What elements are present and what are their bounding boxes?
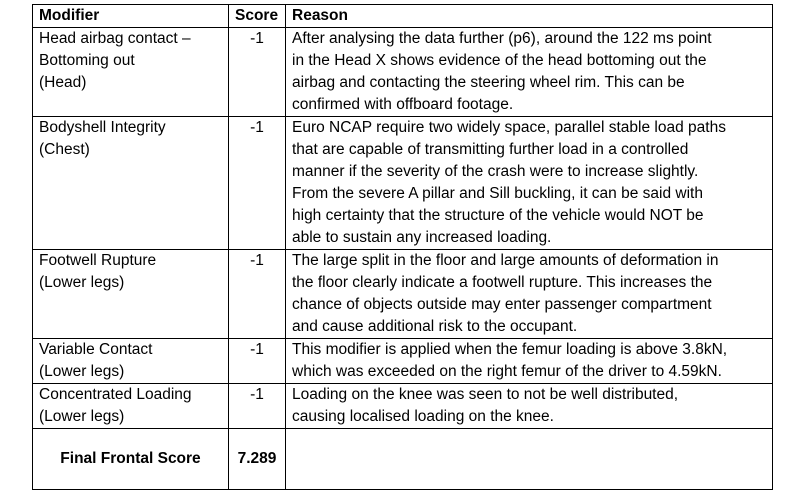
header-row	[33, 5, 773, 28]
score-cell: -1	[229, 117, 286, 250]
modifiers-table	[32, 4, 773, 490]
reason-line: The large split in the floor and large amounts of deformation in	[292, 252, 719, 269]
modifier-line: Bottoming out	[39, 52, 135, 69]
modifier-line: (Lower legs)	[39, 408, 125, 425]
reason-line: which was exceeded on the right femur of the driver to 4.59kN.	[292, 363, 722, 380]
modifier-line: Variable Contact	[39, 341, 153, 358]
reason-line: Euro NCAP require two widely space, parallel stable load paths	[292, 119, 726, 136]
modifier-cell	[33, 250, 229, 339]
reason-cell	[286, 28, 773, 117]
reason-line: the floor clearly indicate a footwell rupture. This increases the	[292, 274, 713, 291]
modifier-line: Concentrated Loading	[39, 386, 192, 403]
modifier-cell	[33, 339, 229, 384]
score-cell: -1	[229, 28, 286, 117]
reason-line: high certainty that the structure of the vehicle would NOT be	[292, 207, 704, 224]
modifier-cell	[33, 117, 229, 250]
modifier-line: Bodyshell Integrity	[39, 119, 166, 136]
modifier-line: Footwell Rupture	[39, 252, 157, 269]
modifier-cell	[33, 28, 229, 117]
reason-cell	[286, 339, 773, 384]
reason-line: Loading on the knee was seen to not be well distributed,	[292, 386, 679, 403]
final-score-row	[33, 429, 773, 490]
table-row	[33, 28, 773, 117]
final-reason-cell	[286, 429, 773, 490]
reason-cell	[286, 384, 773, 429]
table-row	[33, 117, 773, 250]
reason-line: in the Head X shows evidence of the head bottoming out the	[292, 52, 707, 69]
score-cell: -1	[229, 339, 286, 384]
reason-line: From the severe A pillar and Sill buckling, it can be said with	[292, 185, 703, 202]
score-header: Score	[229, 5, 286, 28]
reason-line: that are capable of transmitting further load in a controlled	[292, 141, 689, 158]
modifier-line: (Lower legs)	[39, 363, 125, 380]
reason-line: causing localised loading on the knee.	[292, 408, 554, 425]
reason-line: After analysing the data further (p6), around the 122 ms point	[292, 30, 712, 47]
final-score-label: Final Frontal Score	[33, 429, 229, 490]
modifier-line: (Lower legs)	[39, 274, 125, 291]
reason-line: airbag and contacting the steering wheel rim. This can be	[292, 74, 685, 91]
modifier-cell	[33, 384, 229, 429]
reason-cell	[286, 117, 773, 250]
reason-line: This modifier is applied when the femur loading is above 3.8kN,	[292, 341, 728, 358]
reason-cell	[286, 250, 773, 339]
reason-line: manner if the severity of the crash were to increase slightly.	[292, 163, 699, 180]
final-score-value: 7.289	[229, 429, 286, 490]
modifier-line: (Head)	[39, 74, 87, 91]
reason-line: able to sustain any increased loading.	[292, 229, 552, 246]
modifier-header: Modifier	[33, 5, 229, 28]
table-row	[33, 250, 773, 339]
modifier-line: Head airbag contact –	[39, 30, 191, 47]
table-row	[33, 339, 773, 384]
score-cell: -1	[229, 384, 286, 429]
score-cell: -1	[229, 250, 286, 339]
table-row	[33, 384, 773, 429]
reason-header: Reason	[286, 5, 773, 28]
reason-line: and cause additional risk to the occupant.	[292, 318, 578, 335]
reason-line: confirmed with offboard footage.	[292, 96, 514, 113]
modifier-line: (Chest)	[39, 141, 90, 158]
reason-line: chance of objects outside may enter passenger compartment	[292, 296, 712, 313]
